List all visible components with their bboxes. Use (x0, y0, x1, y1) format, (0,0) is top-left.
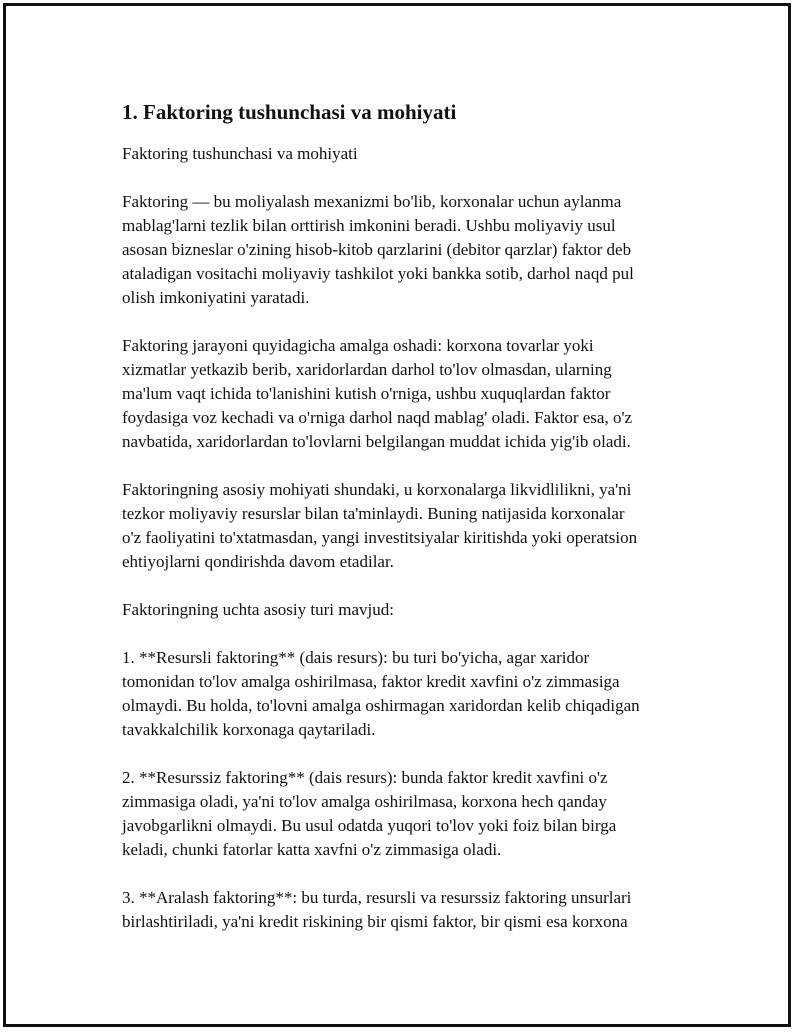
document-page (3, 3, 791, 1027)
section-heading: 1. Faktoring tushunchasi va mohiyati (122, 100, 457, 124)
list-item-non-recourse-factoring: 2. **Resurssiz faktoring** (dais resurs): bunda faktor kredit xavfini o'z zimmasiga oladi, ya'ni to'lov amalga oshirilmasa, korxona hech qanday javobgarlikni olmaydi. Bu usul odatda yuqori to'lov yoki foiz bilan birga keladi, chunki fatorlar katta xavfni o'z zimmasiga oladi. (122, 768, 617, 859)
paragraph-process: Faktoring jarayoni quyidagicha amalga oshadi: korxona tovarlar yoki xizmatlar yetkazib berib, xaridorlardan darhol to'lov olmasdan, ularning ma'lum vaqt ichida to'lanishini kutish o'rniga, ushbu xuquqlardan faktor foydasiga voz kechadi va o'rniga darhol naqd mablag' oladi. Faktor esa, o'z navbatida, xaridorlardan to'lovlarni belgilangan muddat ichida yig'ib oladi. (122, 336, 633, 451)
list-item-mixed-factoring: 3. **Aralash faktoring**: bu turda, resursli va resurssiz faktoring unsurlari birlashtiriladi, ya'ni kredit riskining bir qismi faktor, bir qismi esa korxona (122, 888, 632, 931)
list-item-recourse-factoring: 1. **Resursli faktoring** (dais resurs): bu turi bo'yicha, agar xaridor tomonidan to'lov amalga oshirilmasa, faktor kredit xavfini o'z zimmasiga olmaydi. Bu holda, to'lovni amalga oshirmagan xaridordan kelib chiqadigan tavakkalchilik korxonaga qaytariladi. (122, 648, 640, 739)
paragraph-types-intro: Faktoringning uchta asosiy turi mavjud: (122, 600, 394, 619)
paragraph-essence: Faktoringning asosiy mohiyati shundaki, u korxonalarga likvidlilikni, ya'ni tezkor moliyaviy resurslar bilan ta'minlaydi. Buning natijasida korxonalar o'z faoliyatini to'xtatmasdan, yangi investitsiyalar kiritishda yoki operatsion ehtiyojlarni qondirishda davom etadilar. (122, 480, 638, 571)
paragraph-definition: Faktoring — bu moliyalash mexanizmi bo'lib, korxonalar uchun aylanma mablag'larni tezlik bilan orttirish imkonini beradi. Ushbu moliyaviy usul asosan bizneslar o'zining hisob-kitob qarzlarini (debitor qarzlar) faktor deb ataladigan vositachi moliyaviy tashkilot yoki bankka sotib, darhol naqd pul olish imkoniyatini yaratadi. (122, 192, 634, 307)
section-subtitle: Faktoring tushunchasi va mohiyati (122, 144, 358, 163)
document-content (122, 98, 694, 958)
